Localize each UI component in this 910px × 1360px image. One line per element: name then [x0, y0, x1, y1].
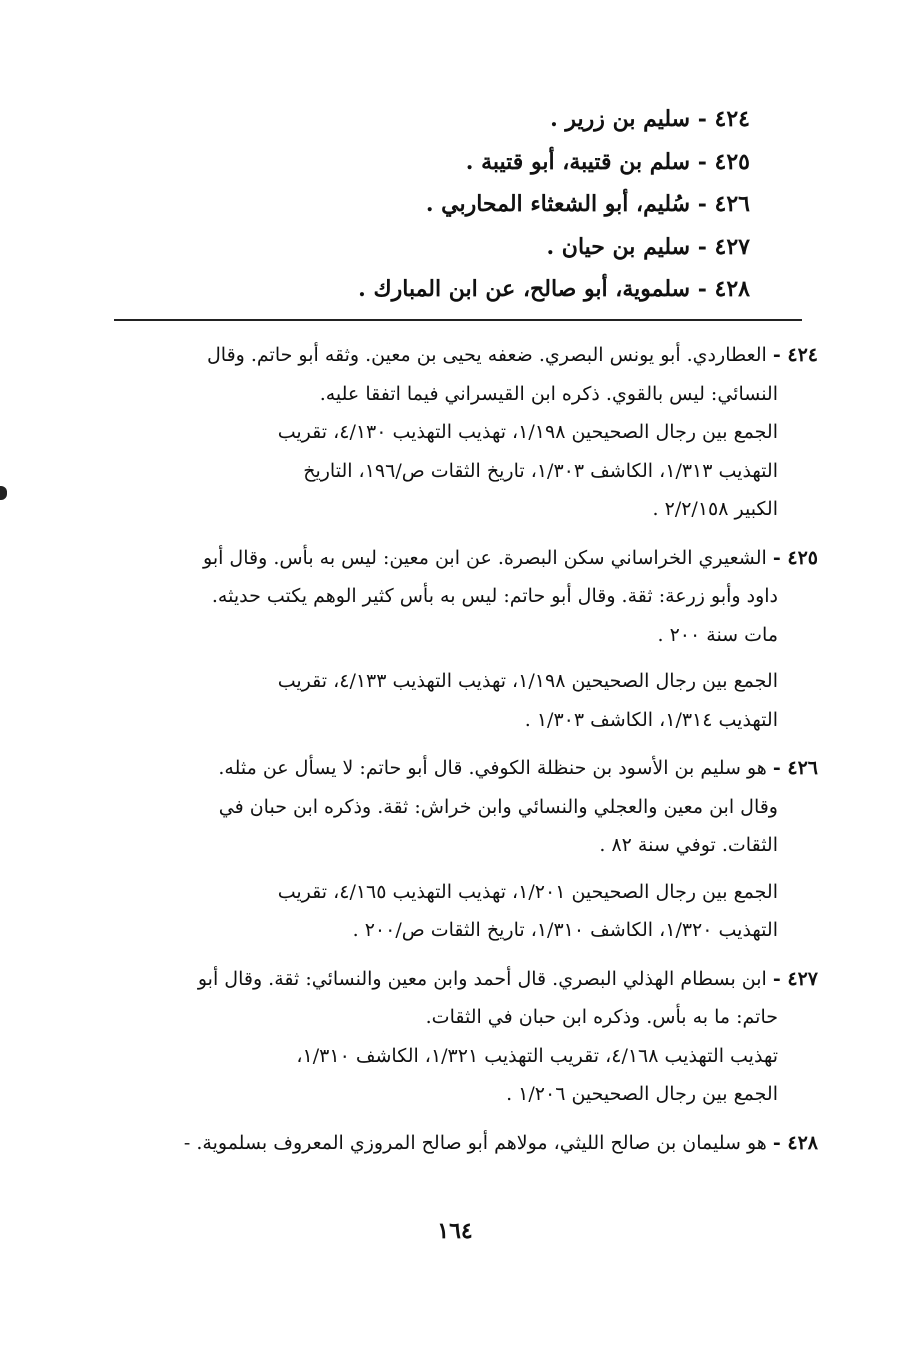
- footnote-427: [114, 960, 818, 1114]
- footnote-text: ابن بسطام الهذلي البصري. قال أحمد وابن معين والنسائي: ثقة. وقال أبو: [197, 967, 767, 990]
- footnote-line: [114, 539, 818, 578]
- footnote-number: ٤٢٧ -: [772, 967, 818, 990]
- footnote-text: العطاردي. أبو يونس البصري. ضعفه يحيى بن معين. وثقه أبو حاتم. وقال: [206, 344, 767, 366]
- main-entry: ٤٢٤ - سليم بن زرير .: [550, 106, 750, 132]
- footnote-424: [114, 336, 818, 529]
- footnote-number: ٤٢٨ -: [772, 1131, 818, 1154]
- footnote-428: [114, 1124, 818, 1163]
- footnote-text: هو سليمان بن صالح الليثي، مولاهم أبو صالح المروزي المعروف بسلموية. -: [183, 1131, 767, 1154]
- footnote-line: الجمع بين رجال الصحيحين ١/١٩٨، تهذيب التهذيب ٤/١٣٣، تقريب: [277, 670, 778, 692]
- main-entry: ٤٢٨ - سلموية، أبو صالح، عن ابن المبارك .: [358, 276, 750, 302]
- footnote-line: وقال ابن معين والعجلي والنسائي وابن خراش: ثقة. وذكره ابن حبان في: [218, 795, 778, 818]
- scan-edge-mark: [0, 486, 7, 500]
- footnote-line: التهذيب ١/٣٢٠، الكاشف ١/٣١٠، تاريخ الثقات ص/٢٠٠ .: [352, 919, 778, 941]
- footnote-line: الجمع بين رجال الصحيحين ١/٢٠٦ .: [506, 1083, 778, 1105]
- page-number: ١٦٤: [437, 1218, 473, 1244]
- footnote-text: هو سليم بن الأسود بن حنظلة الكوفي. قال أبو حاتم: لا يسأل عن مثله.: [218, 757, 767, 779]
- footnote-line: الكبير ٢/٢/١٥٨ .: [652, 498, 778, 520]
- main-entry: ٤٢٥ - سلم بن قتيبة، أبو قتيبة .: [465, 148, 750, 175]
- footnote-line: حاتم: ما به بأس. وذكره ابن حبان في الثقات.: [425, 1006, 778, 1028]
- footnote-line: الجمع بين رجال الصحيحين ١/١٩٨، تهذيب التهذيب ٤/١٣٠، تقريب: [277, 421, 778, 443]
- footnote-number: ٤٢٥ -: [772, 546, 818, 569]
- footnote-line: [114, 1124, 818, 1163]
- footnote-line: الثقات. توفي سنة ٨٢ .: [599, 834, 778, 856]
- footnote-line: [114, 960, 818, 999]
- footnote-line: التهذيب ١/٣١٤، الكاشف ١/٣٠٣ .: [524, 708, 778, 731]
- main-entry: ٤٢٦ - سُليم، أبو الشعثاء المحاربي .: [425, 191, 750, 217]
- footnote-line: الجمع بين رجال الصحيحين ١/٢٠١، تهذيب التهذيب ٤/١٦٥، تقريب: [277, 880, 778, 903]
- footnote-line: تهذيب التهذيب ٤/١٦٨، تقريب التهذيب ١/٣٢١، الكاشف ١/٣١٠،: [296, 1044, 778, 1067]
- main-entry-list: [150, 98, 750, 311]
- footnote-number: ٤٢٦ -: [772, 757, 818, 779]
- footnotes: [114, 336, 818, 1172]
- footnote-text: الشعيري الخراساني سكن البصرة. عن ابن معين: ليس به بأس. وقال أبو: [203, 546, 767, 569]
- footnote-line: [114, 336, 818, 375]
- footnote-line: داود وأبو زرعة: ثقة. وقال أبو حاتم: ليس به بأس كثير الوهم يكتب حديثه.: [211, 585, 778, 607]
- footnote-separator: [114, 319, 802, 321]
- footnote-line: النسائي: ليس بالقوي. ذكره ابن القيسراني فيما اتفقا عليه.: [319, 382, 778, 405]
- footnote-line: التهذيب ١/٣١٣، الكاشف ١/٣٠٣، تاريخ الثقات ص/١٩٦، التاريخ: [303, 459, 778, 482]
- footnote-line: [114, 749, 818, 788]
- footnote-426: [114, 749, 818, 950]
- footnote-line: مات سنة ٢٠٠ .: [657, 623, 778, 646]
- main-entry: ٤٢٧ - سليم بن حيان .: [546, 233, 750, 260]
- footnote-number: ٤٢٤ -: [772, 344, 818, 366]
- footnote-425: [114, 539, 818, 740]
